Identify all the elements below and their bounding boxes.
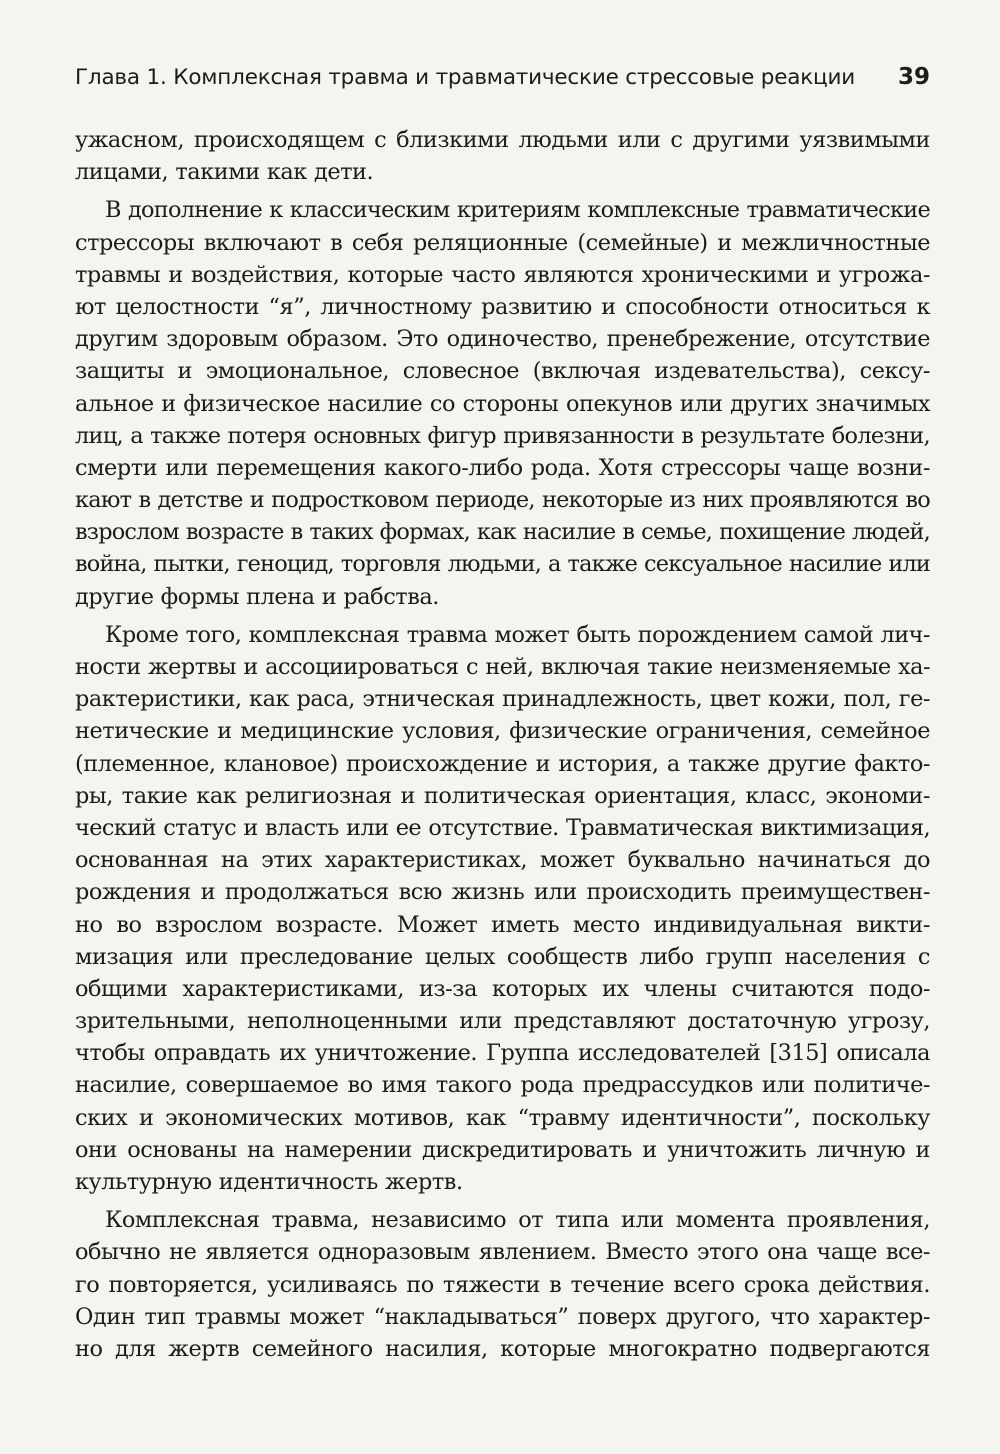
text-line: они основаны на намерении дискредитировать и уничтожить личную и bbox=[75, 1136, 930, 1163]
text-line: но для жертв семейного насилия, которые многократно подвергаются bbox=[75, 1335, 930, 1362]
text-line: нетические и медицинские условия, физические ограничения, семейное bbox=[75, 718, 930, 745]
text-line: ских и экономических мотивов, как “травму идентичности”, поскольку bbox=[75, 1104, 930, 1131]
text-line: лицами, такими как дети. bbox=[75, 159, 374, 186]
text-line: рождения и продолжаться всю жизнь или происходить преимуществен- bbox=[75, 879, 930, 906]
text-line: рактеристики, как раса, этническая принадлежность, цвет кожи, пол, ге- bbox=[75, 686, 930, 713]
text-line: лиц, а также потеря основных фигур привязанности в результате болезни, bbox=[75, 422, 930, 449]
text-line: Один тип травмы может “накладываться” поверх другого, что характер- bbox=[75, 1303, 930, 1330]
text-line: взрослом возрасте в таких формах, как насилие в семье, похищение людей, bbox=[75, 519, 930, 546]
text-line: защиты и эмоциональное, словесное (включая издевательства), сексу- bbox=[75, 358, 930, 385]
text-line: чтобы оправдать их уничтожение. Группа исследователей [315] описала bbox=[75, 1040, 930, 1067]
text-line: ности жертвы и ассоциироваться с ней, включая такие неизменяемые ха- bbox=[75, 654, 930, 680]
text-line: зрительными, неполноценными или представляют достаточную угрозу, bbox=[75, 1008, 930, 1035]
text-line: ужасном, происходящем с близкими людьми или с другими уязвимыми bbox=[75, 127, 930, 153]
paragraph bbox=[75, 124, 930, 188]
text-line: альное и физическое насилие со стороны опекунов или других значимых bbox=[75, 390, 930, 417]
text-line: насилие, совершаемое во имя такого рода предрассудков или политиче- bbox=[75, 1072, 930, 1099]
page-number: 39 bbox=[897, 64, 930, 90]
text-line: общими характеристиками, из-за которых их члены считаются подо- bbox=[75, 975, 930, 1002]
text-line: (племенное, клановое) происхождение и история, а также другие факто- bbox=[75, 750, 930, 777]
text-line: обычно не является одноразовым явлением. Вместо этого она чаще все- bbox=[75, 1239, 930, 1266]
text-line: основанная на этих характеристиках, может буквально начинаться до bbox=[75, 847, 930, 874]
text-line: В дополнение к классическим критериям комплексные травматические bbox=[105, 197, 930, 224]
chapter-title: Глава 1. Комплексная травма и травматические стрессовые реакции bbox=[75, 65, 856, 90]
running-header bbox=[75, 64, 930, 104]
text-line: но во взрослом возрасте. Может иметь место индивидуальная викти- bbox=[75, 911, 930, 938]
text-line: ры, такие как религиозная и политическая ориентация, класс, экономи- bbox=[75, 782, 930, 809]
text-line: стрессоры включают в себя реляционные (семейные) и межличностные bbox=[75, 229, 930, 256]
text-line: культурную идентичность жертв. bbox=[75, 1169, 463, 1195]
text-line: кают в детстве и подростковом периоде, некоторые из них проявляются во bbox=[75, 487, 930, 514]
text-line: другим здоровым образом. Это одиночество, пренебрежение, отсутствие bbox=[75, 326, 930, 353]
text-line: Комплексная травма, независимо от типа или момента проявления, bbox=[105, 1207, 930, 1234]
text-line: смерти или перемещения какого-либо рода. Хотя стрессоры чаще возни- bbox=[75, 454, 930, 481]
text-line: ческий статус и власть или ее отсутствие. Травматическая виктимизация, bbox=[75, 814, 930, 841]
text-line: го повторяется, усиливаясь по тяжести в течение всего срока действия. bbox=[75, 1271, 930, 1298]
text-line: Кроме того, комплексная травма может быть порождением самой лич- bbox=[105, 621, 930, 648]
body-text bbox=[75, 124, 930, 1371]
text-line: мизация или преследование целых сообществ либо групп населения с bbox=[75, 943, 930, 970]
text-line: ют целостности “я”, личностному развитию и способности относиться к bbox=[75, 293, 930, 320]
paragraph bbox=[75, 619, 930, 1198]
paragraph bbox=[75, 194, 930, 612]
text-line: травмы и воздействия, которые часто являются хроническими и угрожа- bbox=[75, 261, 930, 288]
text-line: другие формы плена и рабства. bbox=[75, 583, 439, 610]
paragraph bbox=[75, 1204, 930, 1365]
text-line: война, пытки, геноцид, торговля людьми, а также сексуальное насилие или bbox=[75, 551, 930, 578]
